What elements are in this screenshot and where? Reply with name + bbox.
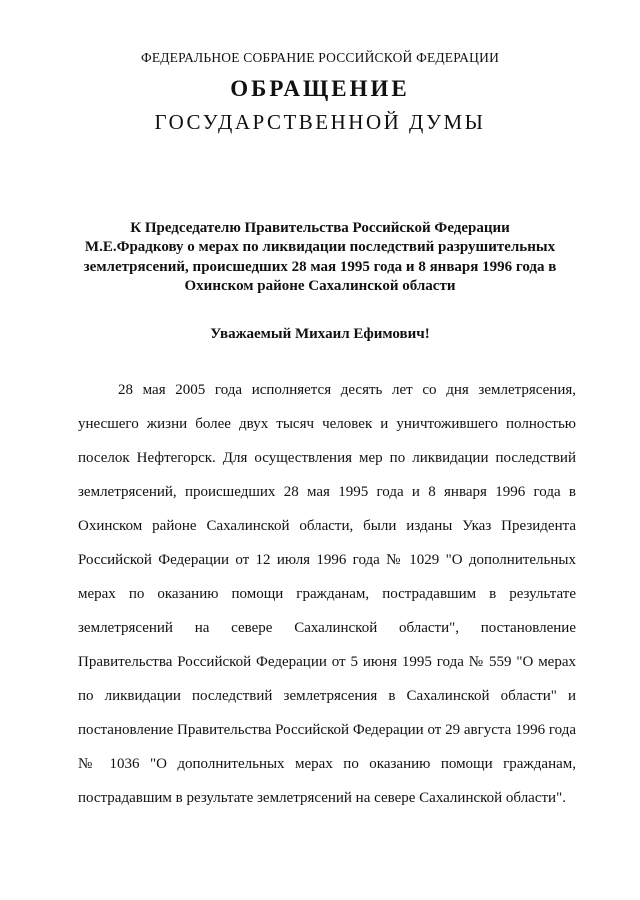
body-line: Охинском районе Сахалинской области, были изданы Указ Президента (78, 518, 576, 534)
body-paragraph (78, 373, 576, 815)
document-title: ОБРАЩЕНИЕ (230, 76, 410, 101)
addressee-line: землетрясений, происшедших 28 мая 1995 года и 8 января 1996 года в (83, 258, 557, 275)
salutation: Уважаемый Михаил Ефимович! (210, 326, 430, 342)
document-subtitle: ГОСУДАРСТВЕННОЙ ДУМЫ (154, 110, 486, 134)
addressee-line: К Председателю Правительства Российской Федерации (130, 220, 510, 236)
body-line: 28 мая 2005 года исполняется десять лет со дня землетрясения, (118, 382, 576, 398)
addressee-line: М.Е.Фрадкову о мерах по ликвидации последствий разрушительных (84, 239, 556, 256)
body-line: Правительства Российской Федерации от 5 июня 1995 года № 559 "О мерах (78, 654, 576, 670)
body-line: постановление Правительства Российской Федерации от 29 августа 1996 года (78, 722, 576, 738)
body-line: землетрясений на севере Сахалинской области", постановление (78, 620, 576, 636)
organization-header: ФЕДЕРАЛЬНОЕ СОБРАНИЕ РОССИЙСКОЙ ФЕДЕРАЦИИ (140, 50, 500, 65)
addressee-line: Охинском районе Сахалинской области (184, 277, 456, 294)
body-line: мерах по оказанию помощи гражданам, пострадавшим в результате (78, 586, 576, 602)
body-line: поселок Нефтегорск. Для осуществления мер по ликвидации последствий (78, 450, 576, 466)
body-line: землетрясений, происшедших 28 мая 1995 года и 8 января 1996 года в (78, 484, 576, 500)
body-line: № 1036 "О дополнительных мерах по оказанию помощи гражданам, (78, 756, 576, 772)
body-line: Российской Федерации от 12 июля 1996 года № 1029 "О дополнительных (78, 552, 576, 568)
body-line: по ликвидации последствий землетрясения в Сахалинской области" и (78, 688, 576, 704)
body-line: пострадавшим в результате землетрясений на севере Сахалинской области". (78, 790, 566, 806)
addressee-block (80, 219, 560, 296)
body-line: унесшего жизни более двух тысяч человек и уничтожившего полностью (78, 416, 576, 432)
